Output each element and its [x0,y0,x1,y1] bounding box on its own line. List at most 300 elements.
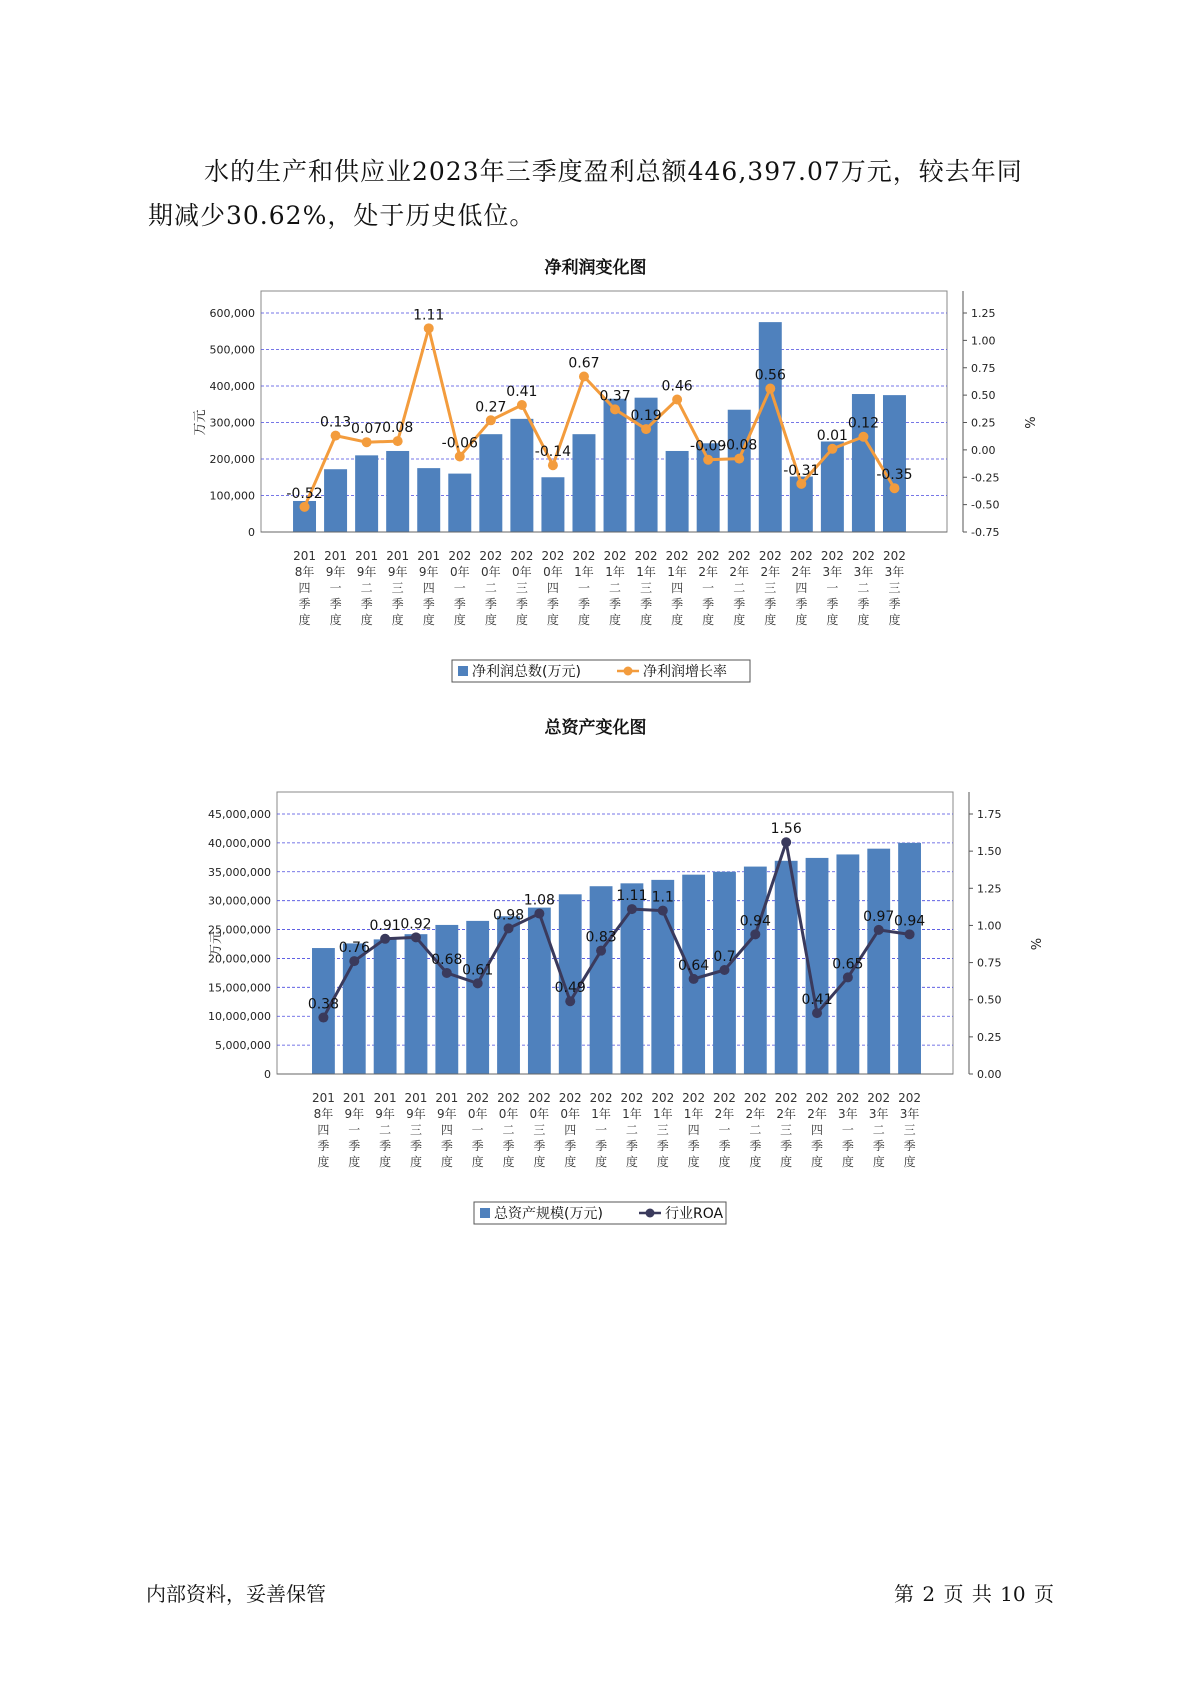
svg-text:9年: 9年 [344,1107,365,1121]
svg-text:度: 度 [795,613,808,627]
data-label: 1.11 [616,888,648,905]
svg-text:度: 度 [317,1155,330,1169]
svg-text:0年: 0年 [512,565,532,579]
svg-text:度: 度 [533,1155,546,1169]
data-label: 0.41 [801,992,833,1009]
svg-text:度: 度 [440,1155,453,1169]
y2-tick-label: -0.50 [971,498,1000,512]
data-label: -0.31 [783,462,820,479]
svg-text:季: 季 [656,1139,669,1153]
line-point [318,1013,328,1023]
bar [355,455,378,532]
svg-text:1年: 1年 [683,1107,704,1121]
data-label: 0.94 [739,913,771,930]
svg-text:季: 季 [687,1139,700,1153]
line-point [517,400,527,410]
data-label: -0.09 [690,438,727,455]
y-tick-label: 0 [248,526,255,539]
x-tick-label [435,1091,458,1169]
bar [666,451,689,532]
svg-text:度: 度 [577,613,590,627]
svg-text:度: 度 [609,613,622,627]
svg-text:度: 度 [329,613,342,627]
line-point [627,904,637,914]
data-label: 0.98 [492,907,525,924]
svg-text:2年: 2年 [807,1107,827,1121]
svg-text:季: 季 [609,597,622,611]
bar [510,419,533,532]
svg-text:202: 202 [713,1091,736,1105]
svg-text:季: 季 [453,597,466,611]
x-tick-label [293,549,316,627]
line-point [765,384,775,394]
svg-text:202: 202 [510,549,534,563]
line-point [596,946,606,956]
svg-text:四: 四 [317,1123,330,1137]
svg-text:季: 季 [872,1139,885,1153]
svg-text:二: 二 [484,581,497,595]
data-label: 0.7 [713,949,736,965]
x-tick-label [590,1091,613,1169]
svg-text:四: 四 [795,581,808,595]
line-point [534,909,544,919]
svg-text:二: 二 [379,1123,392,1137]
data-label: -0.06 [441,435,478,452]
svg-text:3年: 3年 [899,1107,920,1121]
svg-text:1年: 1年 [667,565,687,579]
legend-bar-label: 总资产规模(万元) [494,1206,603,1222]
y-tick-label: 35,000,000 [208,865,271,879]
data-label: 0.91 [369,917,401,934]
svg-text:度: 度 [749,1155,762,1169]
svg-text:1年: 1年 [652,1107,673,1121]
y-tick-label: 10,000,000 [208,1010,271,1024]
svg-text:202: 202 [696,549,720,563]
bar [728,410,751,532]
y2-tick-label: 0.25 [971,416,996,430]
data-label: 1.11 [413,307,445,324]
svg-text:201: 201 [404,1091,428,1105]
x-tick-label [448,549,471,627]
svg-text:2年: 2年 [698,565,718,579]
legend-line-label: 行业ROA [665,1206,724,1222]
data-label: 0.76 [338,940,370,957]
y2-tick-label: 1.25 [977,882,1002,896]
svg-text:度: 度 [502,1155,515,1169]
svg-text:度: 度 [702,613,715,627]
svg-text:度: 度 [484,613,497,627]
svg-text:202: 202 [898,1091,922,1105]
svg-text:四: 四 [687,1123,700,1137]
line-point [858,432,868,442]
y2-tick-label: -0.25 [971,471,1000,485]
x-tick-label [651,1091,674,1169]
svg-text:202: 202 [851,549,875,563]
data-label: 1.1 [651,889,674,906]
svg-text:2年: 2年 [714,1107,735,1121]
svg-text:季: 季 [888,597,901,611]
svg-text:度: 度 [718,1155,731,1169]
svg-text:季: 季 [577,597,590,611]
line-point [889,483,899,493]
x-tick-label [836,1091,859,1169]
svg-text:201: 201 [324,549,348,563]
data-label: 0.67 [568,355,600,372]
svg-text:度: 度 [298,613,311,627]
svg-text:季: 季 [317,1139,330,1153]
line-point [796,479,806,489]
svg-text:三: 三 [656,1123,669,1137]
svg-text:202: 202 [479,549,503,563]
svg-text:度: 度 [546,613,559,627]
svg-text:季: 季 [671,597,684,611]
svg-text:202: 202 [620,1091,644,1105]
y2-tick-label: -0.75 [971,526,1000,539]
y-tick-label: 20,000,000 [208,952,271,966]
svg-text:8年: 8年 [294,565,315,579]
svg-text:2年: 2年 [791,565,812,579]
svg-text:202: 202 [497,1091,520,1105]
x-tick-label [312,1091,335,1169]
svg-text:202: 202 [836,1091,860,1105]
line-point [641,424,651,434]
svg-text:季: 季 [329,597,342,611]
svg-text:度: 度 [379,1155,392,1169]
line-point [750,929,760,939]
svg-text:8年: 8年 [313,1107,334,1121]
line-point [548,460,558,470]
y2-tick-label: 0.50 [971,389,996,403]
data-label: 0.49 [554,980,586,997]
total-assets-chart [0,740,1191,1222]
data-label: 0.46 [661,378,693,395]
svg-text:0年: 0年 [543,565,563,579]
svg-text:三: 三 [764,581,777,595]
data-label: -0.35 [876,467,913,484]
x-tick-label [343,1091,366,1169]
svg-text:一: 一 [453,581,466,595]
svg-text:度: 度 [348,1155,361,1169]
svg-text:度: 度 [764,613,777,627]
data-label: 0.83 [585,929,617,946]
bar [405,934,428,1074]
svg-text:季: 季 [811,1139,824,1153]
svg-text:季: 季 [733,597,746,611]
data-label: 0.68 [431,951,463,968]
svg-text:度: 度 [733,613,746,627]
legend-bar-swatch [480,1208,490,1218]
svg-text:201: 201 [342,1091,366,1105]
svg-text:三: 三 [533,1123,546,1137]
svg-text:0年: 0年 [560,1107,581,1121]
svg-text:度: 度 [903,1155,916,1169]
bar [590,886,613,1074]
legend-bar-swatch [458,666,468,676]
footer-page-number: 第 2 页 共 10 页 [894,1582,1054,1606]
legend-line-marker [624,667,633,676]
line-point [781,837,791,847]
svg-text:度: 度 [687,1155,700,1169]
x-tick-label [883,549,906,627]
svg-text:1年: 1年 [605,565,625,579]
line-point [424,323,434,333]
svg-text:2年: 2年 [760,565,781,579]
svg-text:度: 度 [857,613,870,627]
x-tick-label [604,549,627,627]
svg-text:0年: 0年 [498,1107,519,1121]
line-point [905,929,915,939]
svg-text:202: 202 [805,1091,829,1105]
footer-confidential: 内部资料，妥善保管 [146,1582,326,1606]
y2-axis-title: % [1021,416,1036,429]
svg-text:季: 季 [471,1139,484,1153]
y2-tick-label: 1.75 [977,808,1002,821]
svg-text:202: 202 [774,1091,798,1105]
svg-text:度: 度 [422,613,435,627]
svg-text:一: 一 [702,581,715,595]
x-tick-label [510,549,533,627]
y2-tick-label: 1.50 [977,845,1002,859]
x-tick-label [528,1091,551,1169]
x-tick-label [324,549,347,627]
svg-text:202: 202 [634,549,658,563]
bar [479,434,502,532]
line-point [455,451,465,461]
data-label: 0.01 [816,427,848,444]
data-label: 0.94 [893,913,926,930]
svg-text:度: 度 [564,1155,577,1169]
line-point [658,906,668,916]
svg-text:四: 四 [671,581,684,595]
svg-text:季: 季 [422,597,435,611]
line-point [579,372,589,382]
svg-text:季: 季 [360,597,373,611]
legend [474,1202,726,1224]
x-tick-label [867,1091,890,1169]
y-axis-title: 万元 [209,930,224,958]
svg-text:二: 二 [857,581,870,595]
svg-text:一: 一 [348,1123,361,1137]
svg-text:一: 一 [577,581,590,595]
svg-text:季: 季 [780,1139,793,1153]
bar [759,322,782,532]
svg-text:3年: 3年 [822,565,843,579]
svg-text:9年: 9年 [406,1107,426,1121]
body-paragraph: 水的生产和供应业2023年三季度盈利总额446,397.07万元，较去年同期减少30.62%，处于历史低位。 [148,157,1023,230]
svg-text:201: 201 [386,549,410,563]
data-label: 1.08 [523,892,555,909]
bar [466,921,489,1074]
line-point [734,454,744,464]
data-label: 0.97 [863,908,895,925]
assets-chart-title: 总资产变化图 [544,718,647,738]
svg-text:9年: 9年 [356,565,377,579]
svg-text:3年: 3年 [884,565,905,579]
svg-text:2年: 2年 [745,1107,766,1121]
svg-text:季: 季 [409,1139,422,1153]
y-tick-label: 400,000 [209,380,255,393]
svg-text:202: 202 [867,1091,891,1105]
svg-text:二: 二 [625,1123,638,1137]
svg-text:0年: 0年 [481,565,501,579]
y-tick-label: 30,000,000 [208,894,271,908]
line-point [874,925,884,935]
svg-text:四: 四 [546,581,559,595]
line-point [703,455,713,465]
svg-text:202: 202 [727,549,751,563]
svg-text:季: 季 [595,1139,608,1153]
legend [452,660,750,682]
svg-text:202: 202 [541,549,565,563]
data-label: 0.41 [506,383,538,400]
y2-tick-label: 0.50 [977,993,1002,1007]
svg-text:201: 201 [293,549,316,563]
data-label: 0.13 [319,414,352,431]
svg-text:三: 三 [515,581,528,595]
x-tick-label [759,549,782,627]
svg-text:度: 度 [391,613,404,627]
svg-text:9年: 9年 [325,565,346,579]
line-point [362,437,372,447]
y-tick-label: 300,000 [209,416,255,430]
svg-text:季: 季 [625,1139,638,1153]
svg-text:度: 度 [872,1155,885,1169]
svg-text:度: 度 [841,1155,854,1169]
line-point [504,923,514,933]
data-label: 0.07 [351,421,383,438]
data-label: 0.12 [847,415,880,432]
svg-text:季: 季 [795,597,808,611]
x-tick-label [852,549,875,627]
y-tick-label: 100,000 [209,489,255,503]
bar [852,394,875,532]
svg-text:一: 一 [329,581,342,595]
y-tick-label: 25,000,000 [208,923,271,937]
svg-text:度: 度 [625,1155,638,1169]
line-point [672,395,682,405]
data-label: 1.56 [770,821,802,838]
y-axis-title: 万元 [193,409,208,436]
svg-text:季: 季 [391,597,404,611]
bar [448,474,471,532]
svg-text:1年: 1年 [636,565,656,579]
x-tick-label [479,549,502,627]
svg-text:202: 202 [820,549,844,563]
line-point [393,436,403,446]
svg-text:季: 季 [841,1139,854,1153]
svg-text:201: 201 [355,549,379,563]
line-point [300,502,310,512]
svg-text:0年: 0年 [529,1107,550,1121]
svg-text:度: 度 [671,613,684,627]
line-point [719,965,729,975]
svg-text:201: 201 [373,1091,397,1105]
x-tick-label [405,1091,428,1169]
line-point [331,431,341,441]
y2-tick-label: 0.00 [977,1068,1002,1081]
y-tick-label: 5,000,000 [215,1039,271,1053]
y-tick-label: 40,000,000 [208,836,271,850]
bar [898,843,921,1074]
bar [435,925,458,1074]
svg-text:季: 季 [515,597,528,611]
svg-text:三: 三 [391,581,404,595]
svg-text:四: 四 [440,1123,453,1137]
svg-text:四: 四 [298,581,311,595]
svg-text:三: 三 [640,581,653,595]
y2-tick-label: 1.00 [971,334,996,348]
line-point [565,996,575,1006]
bar [604,399,627,532]
svg-text:二: 二 [872,1123,885,1137]
x-tick-label [635,549,658,627]
svg-text:1年: 1年 [622,1107,642,1121]
line-point [610,404,620,414]
line-point [411,932,421,942]
x-tick-label [466,1091,489,1169]
svg-text:度: 度 [453,613,466,627]
svg-text:0年: 0年 [467,1107,488,1121]
svg-text:201: 201 [417,549,441,563]
x-tick-label [386,549,409,627]
data-label: -0.08 [721,437,758,454]
svg-text:度: 度 [780,1155,793,1169]
svg-text:季: 季 [502,1139,515,1153]
legend-line-label: 净利润增长率 [643,664,727,680]
svg-text:三: 三 [780,1123,793,1137]
bar [386,451,409,532]
net-profit-chart [0,280,1191,680]
svg-text:度: 度 [888,613,901,627]
svg-text:202: 202 [758,549,782,563]
svg-text:度: 度 [656,1155,669,1169]
svg-text:202: 202 [448,549,472,563]
legend-bar-label: 净利润总数(万元) [472,664,581,680]
line-point [486,415,496,425]
svg-text:三: 三 [903,1123,916,1137]
svg-text:季: 季 [640,597,653,611]
svg-text:202: 202 [572,549,596,563]
svg-text:9年: 9年 [387,565,408,579]
svg-text:四: 四 [564,1123,577,1137]
svg-text:202: 202 [682,1091,706,1105]
svg-text:202: 202 [603,549,627,563]
svg-text:季: 季 [533,1139,546,1153]
svg-text:201: 201 [435,1091,459,1105]
bar [883,395,906,532]
svg-text:202: 202 [743,1091,767,1105]
data-label: 0.64 [678,957,710,974]
x-tick-label [417,549,440,627]
line-point [349,956,359,966]
x-tick-label [744,1091,767,1169]
x-tick-label [682,1091,705,1169]
svg-text:季: 季 [298,597,311,611]
svg-text:202: 202 [589,1091,613,1105]
svg-text:一: 一 [826,581,839,595]
svg-text:9年: 9年 [437,1107,457,1121]
y2-axis-title: % [1027,937,1042,951]
y-tick-label: 15,000,000 [208,981,271,995]
y-tick-label: 200,000 [209,453,255,466]
svg-text:二: 二 [360,581,373,595]
svg-text:3年: 3年 [838,1107,858,1121]
data-label: -0.14 [534,444,572,461]
svg-text:一: 一 [595,1123,608,1137]
data-label: -0.52 [286,485,323,502]
data-label: 0.61 [462,962,494,979]
x-tick-label [374,1091,397,1169]
